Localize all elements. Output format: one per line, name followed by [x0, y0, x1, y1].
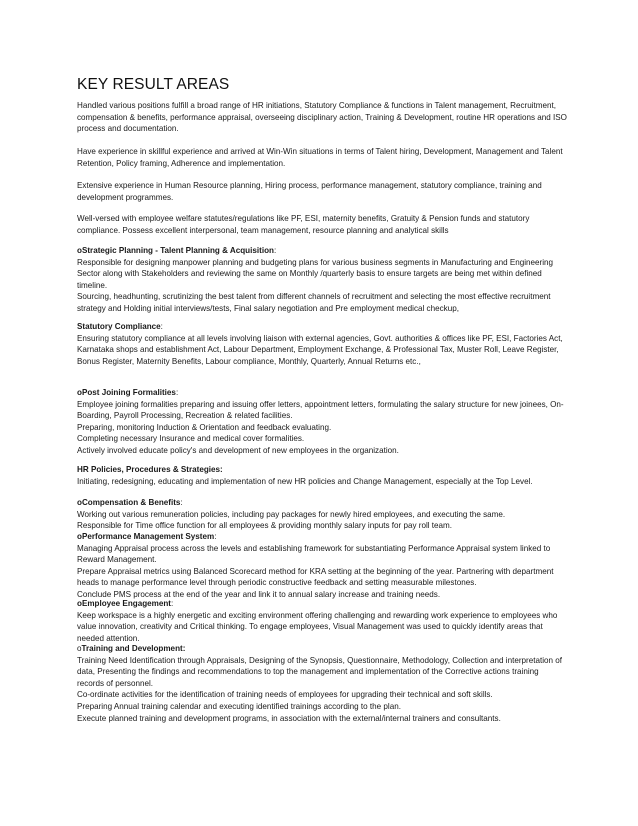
section-post-joining: oPost Joining Formalities: Employee joining formalities preparing and issuing offer letters, appointment letters, formulating the salary structure for new joinees, On-Boarding, Payroll Processing, Recreation & related facilities. Preparing, monitoring Induction & Orientation and feedback evaluating. Completing necessary Insurance and medical cover formalities. Actively involved educate policy's and development of new employees in the organization. — [77, 388, 564, 455]
section-statutory-compliance: Statutory Compliance: Ensuring statutory compliance at all levels involving liaison with external agencies, Govt. authorities & offices like PF, ESI, Factories Act, Karnataka shops and establishment Act, Labour Department, Employment Exchange, & Professional Tax, Muster Roll, Leave Register, Bonus Register, Maternity Benefits, Labour compliance, Monthly, Quarterly, Annual Returns etc., — [77, 322, 563, 366]
page-title: KEY RESULT AREAS — [77, 76, 230, 93]
intro-paragraph-4: Well-versed with employee welfare statutes/regulations like PF, ESI, maternity benefits, Gratuity & Pension funds and statutory compliance. Possess excellent interpersonal, team management, resource planning and analytical skills — [77, 214, 530, 235]
section-strategic-planning: oStrategic Planning - Talent Planning & Acquisition: Responsible for designing manpower planning and budgeting plans for various business segments in Manufacturing and Engineering Sector along with Stakeholders and reviewing the same on Monthly /quarterly basis to ensure targets are being met within defined timeline. Sourcing, headhunting, scrutinizing the best talent from different channels of recruitment and selecting the most effective recruitment strategy and Holding initial interviews/tests, Final salary negotiation and Pre employment medical checkup, — [77, 246, 554, 313]
section-heading: oPost Joining Formalities — [77, 388, 176, 397]
section-heading: Training and Development: — [81, 644, 186, 653]
section-hr-policies: HR Policies, Procedures & Strategies: Initiating, redesigning, educating and implementation of new HR policies and Change Management, especially at the Top Level. — [77, 464, 567, 487]
intro-paragraph-1: Handled various positions fulfill a broad range of HR initiations, Statutory Compliance & functions in Talent management, Recruitment, compensation & benefits, performance appraisal, overseeing disciplinary action, Training & Development, routine HR operations and ISO process and documentation. — [77, 101, 567, 134]
section-heading: oCompensation & Benefits — [77, 498, 181, 507]
intro-paragraph-2: Have experience in skillful experience and arrived at Win-Win situations in terms of Talent hiring, Development, Management and Talent Retention, Policy framing, Adherence and implementation. — [77, 147, 563, 168]
section-compensation: oCompensation & Benefits: Working out various remuneration policies, including pay packages for newly hired employees, and executing the same. Responsible for Time office function for all employees & providing monthly salary inputs for pay roll team. — [77, 498, 506, 531]
section-heading: HR Policies, Procedures & Strategies: — [77, 465, 223, 474]
intro-paragraph-3: Extensive experience in Human Resource planning, Hiring process, performance management, statutory compliance, training and development programmes. — [77, 181, 542, 202]
section-heading: Statutory Compliance — [77, 322, 161, 331]
section-employee-engagement: oEmployee Engagement: Keep workspace is a highly energetic and exciting environment offering challenging and rewarding work experience to employees who value innovation, creativity and Critical thinking. To engage employees, Visual Management was used to quickly identify areas that needed attention. — [77, 599, 558, 643]
section-training-development: oTraining and Development: Training Need Identification through Appraisals, Designing of the Synopsis, Questionnaire, Methodology, Collection and interpretation of data, Presenting the findings and recommendations to top the management and implementation of the Corrective actions training records of personnel. Co-ordinate activities for the identification of training needs of employees for upgrading their technical and soft skills. Preparing Annual training calendar and executing identified trainings according to the plan. Execute planned training and development programs, in association with the external/internal trainers and consultants. — [77, 644, 563, 723]
section-performance-management: oPerformance Management System: Managing Appraisal process across the levels and establishing framework for substantiating Performance Appraisal system linked to Reward Management. Prepare Appraisal metrics using Balanced Scorecard method for KRA setting at the beginning of the year. Partnering with department heads to manage performance level through periodic constructive feedback and setting measurable milestones. Conclude PMS process at the end of the year and link it to annual salary increase and training needs. — [77, 532, 554, 599]
section-heading: oStrategic Planning - Talent Planning & Acquisition — [77, 246, 274, 255]
section-heading: oEmployee Engagement — [77, 599, 171, 608]
section-heading: oPerformance Management System — [77, 532, 215, 541]
